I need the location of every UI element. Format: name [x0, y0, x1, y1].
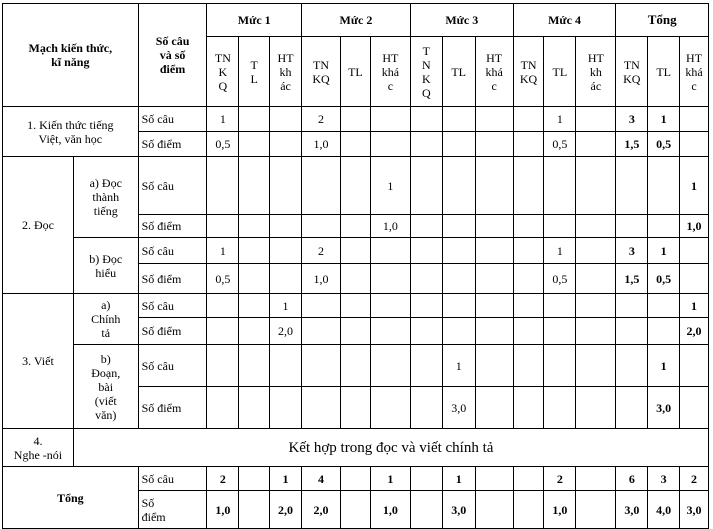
section-doc: 2. Đọc: [3, 157, 74, 294]
cell-db_cau-13: 1: [648, 238, 680, 264]
cell-tong_cau-7: 1: [442, 467, 475, 491]
header-muc-1: Mức 1: [207, 4, 302, 37]
cell-vb_cau-14: [680, 345, 709, 387]
cell-kt_diem-14: [680, 132, 709, 157]
cell-va_cau-7: [442, 294, 475, 318]
cell-tong_cau-12: 6: [616, 467, 648, 491]
cell-tong_cau-8: [475, 467, 513, 491]
cell-kt_cau-14: [680, 107, 709, 132]
header-mach-kien-thuc: Mạch kiến thức, kĩ năng: [3, 4, 139, 107]
label-so-diem: Số điểm: [138, 491, 207, 529]
cell-kt_cau-0: 1: [207, 107, 239, 132]
cell-vb_diem-0: [207, 387, 239, 429]
cell-da_diem-6: [410, 215, 442, 238]
cell-da_diem-4: [341, 215, 371, 238]
cell-vb_cau-7: 1: [442, 345, 475, 387]
cell-kt_diem-4: [341, 132, 371, 157]
cell-va_cau-1: [239, 294, 270, 318]
cell-tong_diem-0: 1,0: [207, 491, 239, 529]
cell-da_diem-14: 1,0: [680, 215, 709, 238]
cell-db_diem-1: [239, 264, 270, 294]
cell-vb_diem-5: [370, 387, 410, 429]
cell-vb_diem-11: [576, 387, 616, 429]
cell-kt_diem-12: 1,5: [616, 132, 648, 157]
cell-db_cau-7: [442, 238, 475, 264]
label-so-cau: Số câu: [138, 157, 207, 215]
section-doc-hieu: b) Đọc hiểu: [73, 238, 138, 294]
cell-va_cau-12: [616, 294, 648, 318]
cell-vb_diem-3: [301, 387, 340, 429]
cell-kt_diem-0: 0,5: [207, 132, 239, 157]
label-so-diem: Số điểm: [138, 387, 207, 429]
subheader-m2-2: HT khá c: [370, 37, 410, 107]
cell-kt_diem-6: [410, 132, 442, 157]
subheader-m4-0: TN KQ: [513, 37, 544, 107]
cell-vb_cau-0: [207, 345, 239, 387]
section-chinh-ta: a) Chính tả: [73, 294, 138, 345]
cell-db_cau-2: [270, 238, 302, 264]
cell-db_cau-0: 1: [207, 238, 239, 264]
cell-tong_diem-4: [341, 491, 371, 529]
label-so-cau: Số câu: [138, 238, 207, 264]
assessment-matrix-table: [2, 3, 709, 529]
cell-kt_cau-6: [410, 107, 442, 132]
cell-vb_diem-6: [410, 387, 442, 429]
cell-kt_cau-12: 3: [616, 107, 648, 132]
cell-tong_cau-13: 3: [648, 467, 680, 491]
cell-da_diem-1: [239, 215, 270, 238]
cell-db_cau-3: 2: [301, 238, 340, 264]
table-row: [3, 345, 709, 387]
subheader-m1-0: TN K Q: [207, 37, 239, 107]
label-so-cau: Số câu: [138, 107, 207, 132]
cell-va_diem-5: [370, 318, 410, 345]
cell-vb_diem-13: 3,0: [648, 387, 680, 429]
cell-tong_cau-1: [239, 467, 270, 491]
cell-va_diem-13: [648, 318, 680, 345]
cell-tong_diem-6: [410, 491, 442, 529]
cell-tong_diem-9: [513, 491, 544, 529]
cell-vb_diem-7: 3,0: [442, 387, 475, 429]
cell-vb_diem-4: [341, 387, 371, 429]
cell-kt_diem-2: [270, 132, 302, 157]
cell-da_diem-8: [475, 215, 513, 238]
cell-da_diem-0: [207, 215, 239, 238]
cell-kt_cau-13: 1: [648, 107, 680, 132]
cell-da_cau-11: [576, 157, 616, 215]
cell-tong_cau-4: [341, 467, 371, 491]
cell-db_cau-12: 3: [616, 238, 648, 264]
cell-da_diem-13: [648, 215, 680, 238]
cell-vb_cau-1: [239, 345, 270, 387]
section-viet: 3. Viết: [3, 294, 74, 429]
cell-kt_cau-4: [341, 107, 371, 132]
cell-vb_cau-5: [370, 345, 410, 387]
cell-da_cau-0: [207, 157, 239, 215]
table-row: [3, 157, 709, 215]
header-muc-2: Mức 2: [301, 4, 410, 37]
label-so-diem: Số điểm: [138, 132, 207, 157]
cell-kt_diem-10: 0,5: [544, 132, 576, 157]
label-so-diem: Số điểm: [138, 215, 207, 238]
cell-va_cau-13: [648, 294, 680, 318]
cell-va_cau-6: [410, 294, 442, 318]
cell-tong_cau-10: 2: [544, 467, 576, 491]
cell-da_cau-9: [513, 157, 544, 215]
section-kien-thuc: 1. Kiến thức tiếng Việt, văn học: [3, 107, 139, 157]
subheader-m2-1: TL: [341, 37, 371, 107]
cell-kt_cau-5: [370, 107, 410, 132]
cell-kt_diem-8: [475, 132, 513, 157]
cell-vb_cau-12: [616, 345, 648, 387]
cell-da_cau-5: 1: [370, 157, 410, 215]
cell-db_cau-5: [370, 238, 410, 264]
subheader-m2-0: TN KQ: [301, 37, 340, 107]
nghe-noi-note: Kết hợp trong đọc và viết chính tả: [73, 429, 708, 467]
cell-da_cau-14: 1: [680, 157, 709, 215]
cell-db_diem-4: [341, 264, 371, 294]
cell-db_cau-8: [475, 238, 513, 264]
cell-kt_diem-1: [239, 132, 270, 157]
cell-da_diem-2: [270, 215, 302, 238]
cell-db_diem-14: [680, 264, 709, 294]
cell-tong_diem-5: 1,0: [370, 491, 410, 529]
cell-da_cau-7: [442, 157, 475, 215]
cell-da_diem-9: [513, 215, 544, 238]
cell-db_diem-8: [475, 264, 513, 294]
cell-vb_cau-9: [513, 345, 544, 387]
cell-kt_diem-5: [370, 132, 410, 157]
cell-vb_diem-12: [616, 387, 648, 429]
cell-db_diem-5: [370, 264, 410, 294]
cell-kt_diem-9: [513, 132, 544, 157]
subheader-m1-2: HT kh ác: [270, 37, 302, 107]
cell-va_diem-2: 2,0: [270, 318, 302, 345]
cell-tong_cau-11: [576, 467, 616, 491]
cell-va_cau-11: [576, 294, 616, 318]
label-so-cau: Số câu: [138, 345, 207, 387]
cell-kt_diem-3: 1,0: [301, 132, 340, 157]
cell-db_diem-7: [442, 264, 475, 294]
cell-va_diem-14: 2,0: [680, 318, 709, 345]
cell-kt_cau-3: 2: [301, 107, 340, 132]
cell-da_diem-10: [544, 215, 576, 238]
subheader-m3-2: HT khá c: [475, 37, 513, 107]
cell-va_diem-1: [239, 318, 270, 345]
cell-db_diem-11: [576, 264, 616, 294]
cell-da_cau-1: [239, 157, 270, 215]
cell-va_diem-7: [442, 318, 475, 345]
cell-tong_cau-9: [513, 467, 544, 491]
cell-da_diem-7: [442, 215, 475, 238]
cell-va_diem-8: [475, 318, 513, 345]
cell-kt_cau-10: 1: [544, 107, 576, 132]
cell-vb_cau-3: [301, 345, 340, 387]
cell-va_cau-5: [370, 294, 410, 318]
section-doc-thanh-tieng: a) Đọc thành tiếng: [73, 157, 138, 238]
cell-da_cau-6: [410, 157, 442, 215]
header-muc-3: Mức 3: [410, 4, 513, 37]
section-nghe-noi: 4. Nghe -nói: [3, 429, 74, 467]
cell-db_cau-9: [513, 238, 544, 264]
cell-vb_cau-8: [475, 345, 513, 387]
cell-va_diem-12: [616, 318, 648, 345]
cell-vb_diem-14: [680, 387, 709, 429]
cell-va_diem-0: [207, 318, 239, 345]
cell-kt_cau-8: [475, 107, 513, 132]
cell-kt_diem-7: [442, 132, 475, 157]
label-so-cau: Số câu: [138, 467, 207, 491]
cell-va_cau-0: [207, 294, 239, 318]
cell-tong_diem-13: 4,0: [648, 491, 680, 529]
cell-db_diem-12: 1,5: [616, 264, 648, 294]
section-tong: Tổng: [3, 467, 139, 529]
cell-da_cau-10: [544, 157, 576, 215]
cell-kt_cau-9: [513, 107, 544, 132]
cell-va_diem-4: [341, 318, 371, 345]
cell-da_cau-8: [475, 157, 513, 215]
subheader-tong-2: HT khá c: [680, 37, 709, 107]
section-doan-bai: b) Đoạn, bài (viết văn): [73, 345, 138, 429]
subheader-m3-1: TL: [442, 37, 475, 107]
cell-kt_cau-7: [442, 107, 475, 132]
cell-tong_diem-14: 3,0: [680, 491, 709, 529]
cell-da_diem-3: [301, 215, 340, 238]
cell-vb_diem-2: [270, 387, 302, 429]
cell-vb_diem-1: [239, 387, 270, 429]
table-row: [3, 429, 709, 467]
header-muc-4: Mức 4: [513, 4, 616, 37]
cell-tong_diem-10: 1,0: [544, 491, 576, 529]
label-so-diem: Số điểm: [138, 318, 207, 345]
cell-tong_diem-7: 3,0: [442, 491, 475, 529]
cell-va_cau-2: 1: [270, 294, 302, 318]
cell-da_cau-12: [616, 157, 648, 215]
cell-tong_cau-5: 1: [370, 467, 410, 491]
cell-tong_cau-6: [410, 467, 442, 491]
cell-vb_cau-13: 1: [648, 345, 680, 387]
cell-va_diem-10: [544, 318, 576, 345]
cell-va_diem-6: [410, 318, 442, 345]
cell-db_cau-1: [239, 238, 270, 264]
cell-da_diem-12: [616, 215, 648, 238]
cell-db_cau-6: [410, 238, 442, 264]
cell-va_cau-4: [341, 294, 371, 318]
cell-db_diem-10: 0,5: [544, 264, 576, 294]
cell-va_cau-14: 1: [680, 294, 709, 318]
cell-vb_diem-10: [544, 387, 576, 429]
cell-va_diem-3: [301, 318, 340, 345]
cell-tong_cau-14: 2: [680, 467, 709, 491]
cell-db_diem-9: [513, 264, 544, 294]
subheader-m3-0: T N K Q: [410, 37, 442, 107]
cell-db_diem-2: [270, 264, 302, 294]
cell-tong_diem-2: 2,0: [270, 491, 302, 529]
label-so-cau: Số câu: [138, 294, 207, 318]
cell-tong_cau-0: 2: [207, 467, 239, 491]
cell-da_cau-3: [301, 157, 340, 215]
cell-db_cau-10: 1: [544, 238, 576, 264]
header-tong: Tổng: [616, 4, 709, 37]
cell-da_diem-11: [576, 215, 616, 238]
cell-db_diem-3: 1,0: [301, 264, 340, 294]
cell-vb_cau-2: [270, 345, 302, 387]
table-row: [3, 294, 709, 318]
cell-va_cau-3: [301, 294, 340, 318]
cell-tong_diem-8: [475, 491, 513, 529]
cell-vb_cau-6: [410, 345, 442, 387]
subheader-m4-1: TL: [544, 37, 576, 107]
cell-tong_diem-1: [239, 491, 270, 529]
cell-db_diem-13: 0,5: [648, 264, 680, 294]
cell-db_cau-11: [576, 238, 616, 264]
cell-va_cau-10: [544, 294, 576, 318]
cell-db_cau-4: [341, 238, 371, 264]
cell-va_cau-8: [475, 294, 513, 318]
subheader-tong-1: TL: [648, 37, 680, 107]
cell-tong_cau-2: 1: [270, 467, 302, 491]
cell-da_cau-2: [270, 157, 302, 215]
cell-da_diem-5: 1,0: [370, 215, 410, 238]
cell-vb_cau-10: [544, 345, 576, 387]
cell-tong_diem-3: 2,0: [301, 491, 340, 529]
cell-db_cau-14: [680, 238, 709, 264]
cell-kt_cau-2: [270, 107, 302, 132]
table-row: [3, 107, 709, 132]
cell-kt_cau-11: [576, 107, 616, 132]
cell-kt_diem-11: [576, 132, 616, 157]
cell-db_diem-0: 0,5: [207, 264, 239, 294]
header-so-cau-so-diem: Số câu và số điểm: [138, 4, 207, 107]
cell-kt_cau-1: [239, 107, 270, 132]
cell-kt_diem-13: 0,5: [648, 132, 680, 157]
cell-tong_cau-3: 4: [301, 467, 340, 491]
cell-vb_diem-8: [475, 387, 513, 429]
subheader-m4-2: HT kh ác: [576, 37, 616, 107]
cell-tong_diem-12: 3,0: [616, 491, 648, 529]
table-row: [3, 467, 709, 491]
subheader-m1-1: T L: [239, 37, 270, 107]
cell-va_diem-11: [576, 318, 616, 345]
cell-tong_diem-11: [576, 491, 616, 529]
cell-va_cau-9: [513, 294, 544, 318]
cell-va_diem-9: [513, 318, 544, 345]
subheader-tong-0: TN KQ: [616, 37, 648, 107]
cell-db_diem-6: [410, 264, 442, 294]
cell-vb_cau-11: [576, 345, 616, 387]
cell-da_cau-4: [341, 157, 371, 215]
table-row: [3, 238, 709, 264]
cell-da_cau-13: [648, 157, 680, 215]
cell-vb_cau-4: [341, 345, 371, 387]
label-so-diem: Số điểm: [138, 264, 207, 294]
cell-vb_diem-9: [513, 387, 544, 429]
